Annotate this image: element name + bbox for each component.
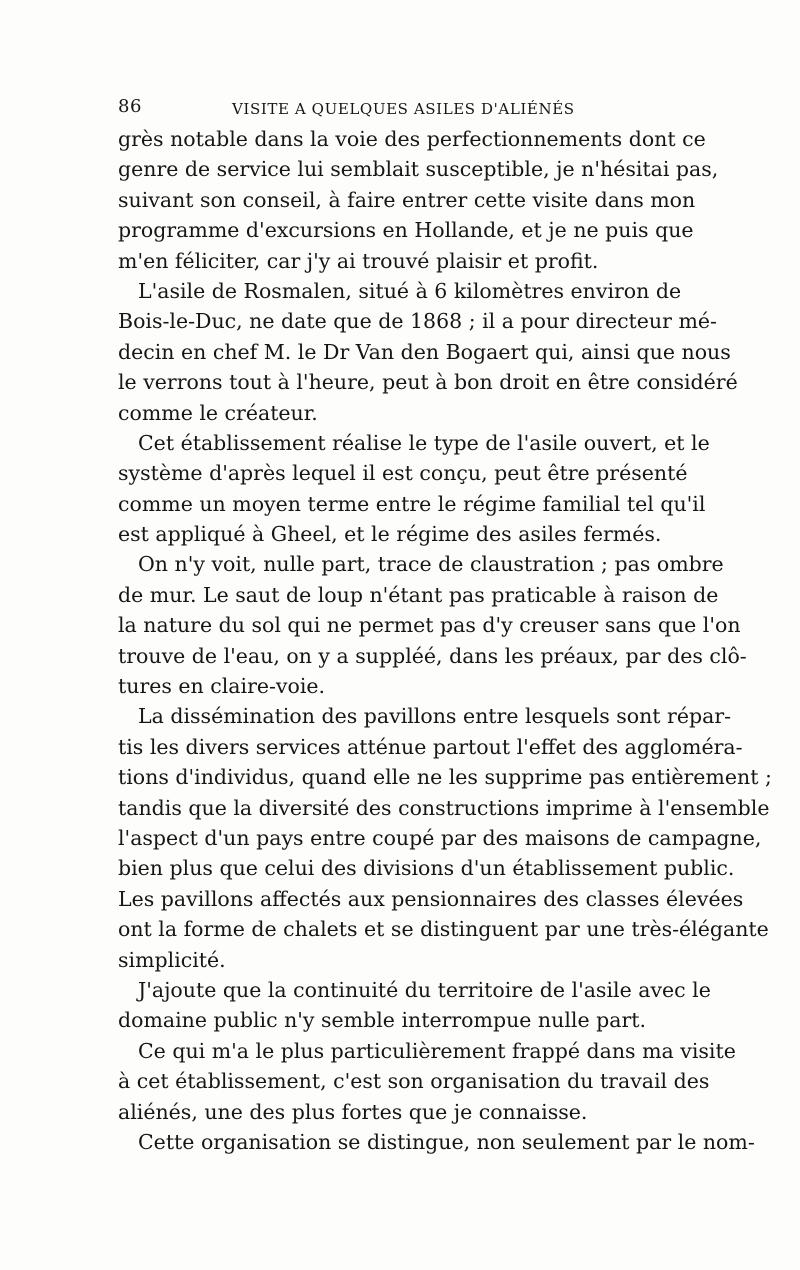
text-line: domaine public n'y semble interrompue nulle part.	[118, 1008, 646, 1033]
text-line: système d'après lequel il est conçu, peut être présenté	[118, 461, 688, 486]
text-line: On n'y voit, nulle part, trace de claustration ; pas ombre	[138, 552, 724, 577]
text-line: tandis que la diversité des constructions imprime à l'ensemble	[118, 795, 770, 820]
text-line: comme le créateur.	[118, 400, 318, 425]
text-line: programme d'excursions en Hollande, et je ne puis que	[118, 218, 694, 243]
text-line: est appliqué à Gheel, et le régime des asiles fermés.	[118, 522, 662, 547]
text-line: bien plus que celui des divisions d'un établissement public.	[118, 856, 735, 881]
text-line: la nature du sol qui ne permet pas d'y creuser sans que l'on	[118, 613, 741, 638]
text-line: J'ajoute que la continuité du territoire de l'asile avec le	[138, 977, 711, 1002]
text-line: comme un moyen terme entre le régime familial tel qu'il	[118, 491, 706, 516]
text-line: l'aspect d'un pays entre coupé par des maisons de campagne,	[118, 825, 762, 850]
body-text	[118, 124, 772, 1154]
text-line: Ce qui m'a le plus particulièrement frappé dans ma visite	[138, 1038, 736, 1063]
text-line: Les pavillons affectés aux pensionnaires des classes élevées	[118, 886, 744, 911]
running-title: VISITE A QUELQUES ASILES D'ALIÉNÉS	[232, 100, 575, 118]
text-line: tures en claire-voie.	[118, 674, 326, 699]
text-line: suivant son conseil, à faire entrer cette visite dans mon	[118, 187, 696, 212]
text-line: Cet établissement réalise le type de l'asile ouvert, et le	[138, 430, 710, 455]
running-head	[118, 96, 674, 120]
text-line: de mur. Le saut de loup n'étant pas praticable à raison de	[118, 582, 719, 607]
text-line: La dissémination des pavillons entre lesquels sont répar-	[138, 704, 732, 729]
text-line: decin en chef M. le Dr Van den Bogaert qui, ainsi que nous	[118, 339, 731, 364]
text-line: tions d'individus, quand elle ne les supprime pas entièrement ;	[118, 765, 772, 790]
text-line: Cette organisation se distingue, non seulement par le nom-	[138, 1129, 755, 1154]
text-line: trouve de l'eau, on y a suppléé, dans les préaux, par des clô-	[118, 643, 747, 668]
text-line: tis les divers services atténue partout l'effet des aggloméra-	[118, 734, 743, 759]
text-line: grès notable dans la voie des perfectionnements dont ce	[118, 127, 706, 151]
text-line: le verrons tout à l'heure, peut à bon droit en être considéré	[118, 370, 738, 395]
text-line: L'asile de Rosmalen, situé à 6 kilomètres environ de	[138, 278, 682, 303]
text-line: Bois-le-Duc, ne date que de 1868 ; il a pour directeur mé-	[118, 309, 717, 334]
page-number: 86	[118, 96, 142, 117]
text-line: à cet établissement, c'est son organisation du travail des	[118, 1069, 710, 1094]
text-line: m'en féliciter, car j'y ai trouvé plaisir et profit.	[118, 248, 599, 273]
text-line: ont la forme de chalets et se distinguent par une très-élégante	[118, 917, 769, 942]
text-line: genre de service lui semblait susceptible, je n'hésitai pas,	[118, 157, 719, 182]
text-line: aliénés, une des plus fortes que je connaisse.	[118, 1099, 588, 1124]
text-line: simplicité.	[118, 947, 226, 972]
